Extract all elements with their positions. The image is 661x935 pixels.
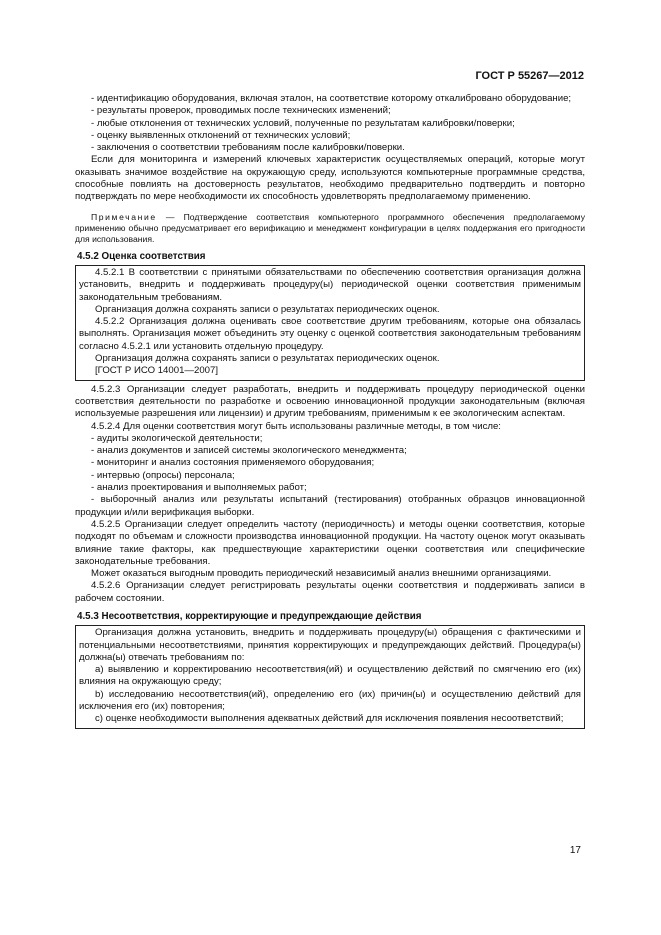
paragraph: Организация должна сохранять записи о результатах периодических оценок. [95,303,440,315]
list-item: - заключения о соответствии требованиям после калибровки/поверки. [91,142,405,154]
section-heading-4-5-2: 4.5.2 Оценка соответствия [77,250,206,262]
paragraph: Организация должна сохранять записи о результатах периодических оценок. [95,353,440,365]
paragraph: 4.5.2.5 Организации следует определить частоту (периодичность) и методы оценки соответствия, которые подходят по объемам и сложности производства инновационной продукции. На частоту оценок могут оказывать влияние такие факторы, как предшествующие характеристики оценки соответствия или специфические законодательные требования. [75,518,585,567]
section-heading-4-5-3: 4.5.3 Несоответствия, корректирующие и предупреждающие действия [77,610,422,622]
list-item: - мониторинг и анализ состояния применяемого оборудования; [91,457,375,469]
paragraph: 4.5.2.4 Для оценки соответствия могут быть использованы различные методы, в том числе: [91,420,501,432]
quoted-standard-box [75,625,585,728]
list-item: - аудиты экологической деятельности; [91,432,263,444]
paragraph: 4.5.2.1 В соответствии с принятыми обязательствами по обеспечению соответствия организация должна установить, внедрить и поддерживать процедуру(ы) периодической оценки соответствия применимым законодательным требованиям. [79,266,581,303]
document-code: ГОСТ Р 55267—2012 [475,70,584,82]
page-body [75,93,585,732]
note-text: — Подтверждение соответствия компьютерного программного обеспечения предполагаемому применению обычно предусматривает его верификацию и менеджмент конфигурации в целях поддержания его пригодности для использования. [75,211,585,244]
citation: [ГОСТ Р ИСО 14001—2007] [95,365,219,377]
list-item: - любые отклонения от технических условий, полученные по результатам калибровки/поверки; [91,117,515,129]
paragraph: Организация должна установить, внедрить и поддерживать процедуру(ы) обращения с фактическими и потенциальными несоответствиями, принятия корректирующих и предупреждающих действий. Процедура(ы) должна(ы) отвечать требованиям по: [79,627,581,663]
list-item: - выборочный анализ или результаты испытаний (тестирования) отобранных образцов инновационной продукции и/или верификация выборки. [75,494,585,518]
list-item: - интервью (опросы) персонала; [91,469,235,481]
list-item: - анализ документов и записей системы экологического менеджмента; [91,445,407,457]
note [75,212,585,245]
paragraph: Если для мониторинга и измерений ключевых характеристик осуществляемых операций, которые могут оказывать значимое воздействие на окружающую среду, используются компьютерные программные средства, способные повлиять на достоверность результатов, необходимо предварительно подтвердить и повторно подтверждать по мере необходимости их способность удовлетворять предполагаемому применению. [75,154,585,203]
paragraph: 4.5.2.6 Организации следует регистрировать результаты оценки соответствия и поддерживать записи в рабочем состоянии. [75,580,585,604]
list-item: - результаты проверок, проводимых после технических изменений; [91,105,391,117]
list-item: - анализ проектирования и выполняемых работ; [91,482,307,494]
list-item: a) выявлению и корректированию несоответствия(ий) и осуществлению действий по смягчению его (их) влияния на окружающую среду; [79,664,581,688]
paragraph: Может оказаться выгодным проводить периодический независимый анализ внешними организациями. [91,568,552,580]
paragraph: 4.5.2.3 Организации следует разработать, внедрить и поддерживать процедуру периодической оценки соответствия деятельности по разработке и освоению инновационной продукции законодательным (включая используемые разрешения или лицензии) и другим требованиям, применимым к ее экологическим аспектам. [75,383,585,420]
quoted-standard-box [75,265,585,381]
list-item: - оценку выявленных отклонений от технических условий; [91,129,351,141]
paragraph: 4.5.2.2 Организация должна оценивать свое соответствие другим требованиям, которые она обязалась выполнять. Организация может объединить эту оценку с оценкой соответствия законодательным требованиям согласно 4.5.2.1 или установить отдельную процедуру. [79,316,581,352]
note-label: Примечание [91,211,157,222]
list-item: b) исследованию несоответствия(ий), определению его (их) причин(ы) и осуществлению действий для исключения его (их) повторения; [79,688,581,713]
list-item: - идентификацию оборудования, включая эталон, на соответствие которому откалибровано оборудование; [91,93,572,104]
page-number: 17 [569,845,581,856]
list-item: c) оценке необходимости выполнения адекватных действий для исключения появления несоответствий; [95,713,564,725]
